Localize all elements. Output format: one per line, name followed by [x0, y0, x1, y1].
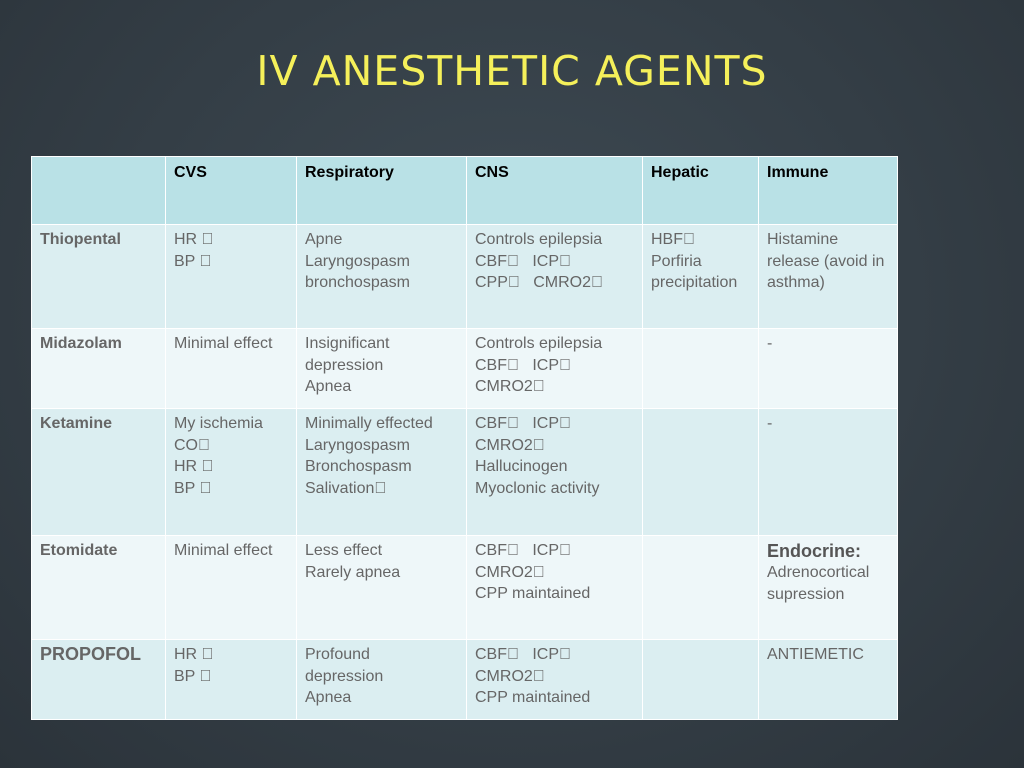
cell-line: Porfiria — [651, 252, 702, 270]
respiratory-cell — [297, 409, 467, 536]
anesthetic-agents-table — [31, 156, 898, 720]
cell-line: My ischemia — [174, 415, 263, 432]
respiratory-cell — [297, 329, 467, 409]
hepatic-cell — [643, 536, 759, 640]
header-cell-immune: Immune — [759, 157, 898, 225]
cell-line: Less effect — [305, 542, 383, 559]
cns-cell — [467, 409, 643, 536]
cell-line: Salivation — [305, 480, 375, 498]
cell-line: Controls epilepsia — [475, 335, 603, 352]
cell-line: Minimal effect — [174, 335, 273, 352]
cell-line: bronchospasm — [305, 274, 410, 292]
cell-line: CBF ICP — [475, 252, 556, 270]
table-row-ketamine — [32, 409, 898, 536]
cell-line: depression — [305, 667, 384, 685]
cns-cell — [467, 536, 643, 640]
table-row-midazolam — [32, 329, 898, 409]
table-row-propofol — [32, 640, 898, 720]
cell-line: CMRO2 — [475, 563, 533, 581]
hepatic-cell — [643, 225, 759, 329]
cvs-cell — [166, 329, 297, 409]
cell-line: CBF ICP — [475, 356, 556, 374]
cvs-cell — [166, 640, 297, 720]
cell-line: HBF — [651, 231, 683, 248]
cvs-cell — [166, 225, 297, 329]
agent-name-cell: Etomidate — [32, 536, 166, 640]
cell-text: - — [767, 415, 773, 432]
respiratory-cell — [297, 536, 467, 640]
cell-line: Apnea — [305, 378, 352, 396]
cell-line: Laryngospasm — [305, 252, 410, 270]
cell-line: CPP CMRO2 — [475, 274, 588, 292]
respiratory-cell — [297, 225, 467, 329]
cell-line: Insignificant — [305, 335, 390, 352]
immune-cell — [759, 640, 898, 720]
cvs-cell — [166, 536, 297, 640]
cell-line: CBF ICP — [475, 415, 556, 432]
cell-line: precipitation — [651, 274, 738, 292]
agent-name-cell: Thiopental — [32, 225, 166, 329]
immune-cell — [759, 409, 898, 536]
table-header-row — [32, 157, 898, 225]
cell-line: Apnea — [305, 689, 352, 707]
cell-line: CO — [174, 436, 198, 454]
cell-line: CMRO2 — [475, 436, 533, 454]
cell-line: Profound — [305, 646, 370, 663]
cns-cell — [467, 225, 643, 329]
cell-line: Myoclonic activity — [475, 480, 600, 498]
cns-cell — [467, 329, 643, 409]
table-row-thiopental — [32, 225, 898, 329]
cell-line: CPP maintained — [475, 689, 591, 707]
cvs-cell — [166, 409, 297, 536]
cell-line: CMRO2 — [475, 667, 533, 685]
cell-text: - — [767, 335, 773, 352]
endocrine-heading: Endocrine: — [767, 541, 862, 561]
slide-title: IV ANESTHETIC AGENTS — [256, 47, 768, 95]
hepatic-cell — [643, 640, 759, 720]
cell-line: Bronchospasm — [305, 458, 412, 476]
immune-cell — [759, 536, 898, 640]
respiratory-cell — [297, 640, 467, 720]
agent-name-cell: PROPOFOL — [32, 640, 166, 720]
cell-line: CPP maintained — [475, 585, 591, 603]
agent-name-cell: Ketamine — [32, 409, 166, 536]
immune-cell — [759, 225, 898, 329]
header-cell-respiratory: Respiratory — [297, 157, 467, 225]
hepatic-cell — [643, 329, 759, 409]
cell-line: BP — [174, 667, 196, 685]
cell-line: CBF ICP — [475, 542, 556, 559]
cell-line: HR — [174, 458, 198, 476]
header-cell-hepatic: Hepatic — [643, 157, 759, 225]
cell-line: Minimally effected — [305, 415, 433, 432]
hepatic-cell — [643, 409, 759, 536]
cell-line: depression — [305, 356, 384, 374]
cell-line: HR — [174, 231, 198, 248]
cell-text: ANTIEMETIC — [767, 646, 864, 663]
cell-line: BP — [174, 252, 196, 270]
table-row-etomidate — [32, 536, 898, 640]
cell-line: Controls epilepsia — [475, 231, 603, 248]
cell-line: Rarely apnea — [305, 563, 401, 581]
cell-line: Laryngospasm — [305, 436, 410, 454]
cell-line: HR — [174, 646, 198, 663]
agent-name-cell: Midazolam — [32, 329, 166, 409]
immune-cell — [759, 329, 898, 409]
cell-line: Hallucinogen — [475, 458, 568, 476]
cell-text: Adrenocortical supression — [767, 564, 870, 603]
header-cell-empty — [32, 157, 166, 225]
header-cell-cns: CNS — [467, 157, 643, 225]
header-cell-cvs: CVS — [166, 157, 297, 225]
cell-line: BP — [174, 480, 196, 498]
cell-line: Apne — [305, 231, 343, 248]
cell-text: Histamine release (avoid in asthma) — [767, 231, 885, 292]
cns-cell — [467, 640, 643, 720]
cell-line: CMRO2 — [475, 378, 533, 396]
cell-line: CBF ICP — [475, 646, 556, 663]
cell-line: Minimal effect — [174, 542, 273, 559]
